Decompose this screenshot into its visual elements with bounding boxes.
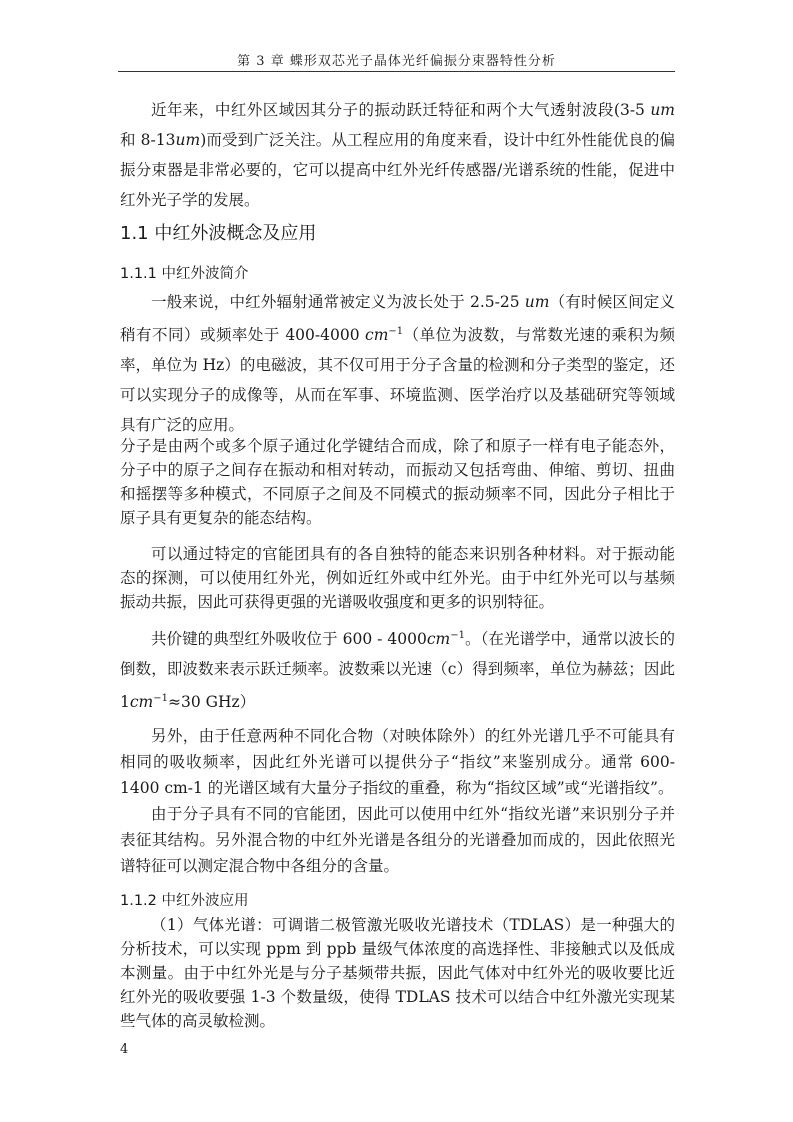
- exponent: −1: [450, 630, 465, 641]
- page-number: 4: [120, 1042, 129, 1057]
- paragraph-fingerprint: 另外，由于任意两种不同化合物（对映体除外）的红外光谱几乎不可能具有相同的吸收频率，因此红外光谱可以提供分子“指纹”来鉴别成分。通常 600-1400 cm-1 的光谱区域有大量分子指纹的重叠，称为“指纹区域”或“光谱指纹”。: [120, 727, 675, 797]
- running-header: 第 3 章 蝶形双芯光子晶体光纤偏振分束器特性分析: [237, 54, 556, 69]
- text-c: ≈30 GHz）: [168, 693, 256, 712]
- unit-um: um: [650, 101, 675, 119]
- text-a: 一般来说，中红外辐射通常被定义为波长处于 2.5-25: [151, 293, 525, 311]
- subsection-heading-1: 1.1.1 中红外波简介: [120, 266, 249, 282]
- header-rule: [118, 71, 675, 72]
- paragraph-mixture-analysis: 由于分子具有不同的官能团，因此可以使用中红外“指纹光谱”来识别分子并表征其结构。另外混合物的中红外光谱是各组分的光谱叠加而成的，因此依照光谱特征可以测定混合物中各组分的含量。: [120, 805, 675, 875]
- text-b: （有时候区间定义稍有不同）或频率处于 400-4000: [120, 293, 675, 345]
- exponent: −1: [388, 326, 404, 337]
- paragraph-covalent-absorption: [120, 621, 675, 717]
- paragraph-functional-groups: 可以通过特定的官能团具有的各自独特的能态来识别各种材料。对于振动能态的探测，可以使用红外光，例如近红外或中红外光。由于中红外光可以与基频振动共振，因此可获得更强的光谱吸收强度和更多的识别特征。: [120, 545, 675, 611]
- unit-um: um: [175, 131, 201, 149]
- paragraph-gas-spectroscopy: （1）气体光谱：可调谐二极管激光吸收光谱技术（TDLAS）是一种强大的分析技术，可以实现 ppm 到 ppb 量级气体浓度的高选择性、非接触式以及低成本测量。由于中红外光是与分子基频带共振，因此气体对中红外光的吸收要比近红外光的吸收要强 1-3 个数量级，使得 TDLAS 技术可以结合中红外激光实现某些气体的高灵敏检测。: [120, 916, 675, 1030]
- exponent: −1: [153, 693, 169, 705]
- paragraph-mir-definition: [120, 287, 675, 440]
- intro-text-c: )而受到广泛关注。从工程应用的角度来看，设计中红外性能优良的偏振分束器是非常必要的，它可以提高中红外光纤传感器/光谱系统的性能，促进中红外光子学的发展。: [120, 131, 675, 209]
- intro-paragraph: [120, 95, 675, 215]
- unit-um: um: [524, 293, 550, 311]
- unit-cm: cm: [129, 693, 154, 712]
- intro-text-a: 近年来，中红外区域因其分子的振动跃迁特征和两个大气透射波段(3-5: [151, 101, 651, 119]
- section-heading: 1.1 中红外波概念及应用: [120, 223, 317, 244]
- text-a: 共价键的典型红外吸收位于 600 - 4000: [151, 630, 427, 649]
- text-c: （单位为波数，与常数光速的乘积为频率，单位为 Hz）的电磁波，其不仅可用于分子含量的检测和分子类型的鉴定，还可以实现分子的成像等，从而在军事、环境监测、医学治疗以及基础研究等领域具有广泛的应用。: [120, 326, 675, 435]
- text-b: 。（在光谱学中，通常以波长的倒数，即波数来表示跃迁频率。波数乘以光速（c）得到频率，单位为赫兹；因此 1: [120, 630, 675, 712]
- paragraph-molecule-structure: 分子是由两个或多个原子通过化学键结合而成，除了和原子一样有电子能态外，分子中的原子之间存在振动和相对转动，而振动又包括弯曲、伸缩、剪切、扭曲和摇摆等多种模式，不同原子之间及不同模式的振动频率不同，因此分子相比于原子具有更复杂的能态结构。: [120, 437, 675, 527]
- intro-text-b: 和 8-13: [120, 131, 176, 149]
- unit-cm: cm: [426, 630, 451, 649]
- subsection-heading-2: 1.1.2 中红外波应用: [120, 893, 249, 909]
- unit-cm: cm: [365, 326, 389, 345]
